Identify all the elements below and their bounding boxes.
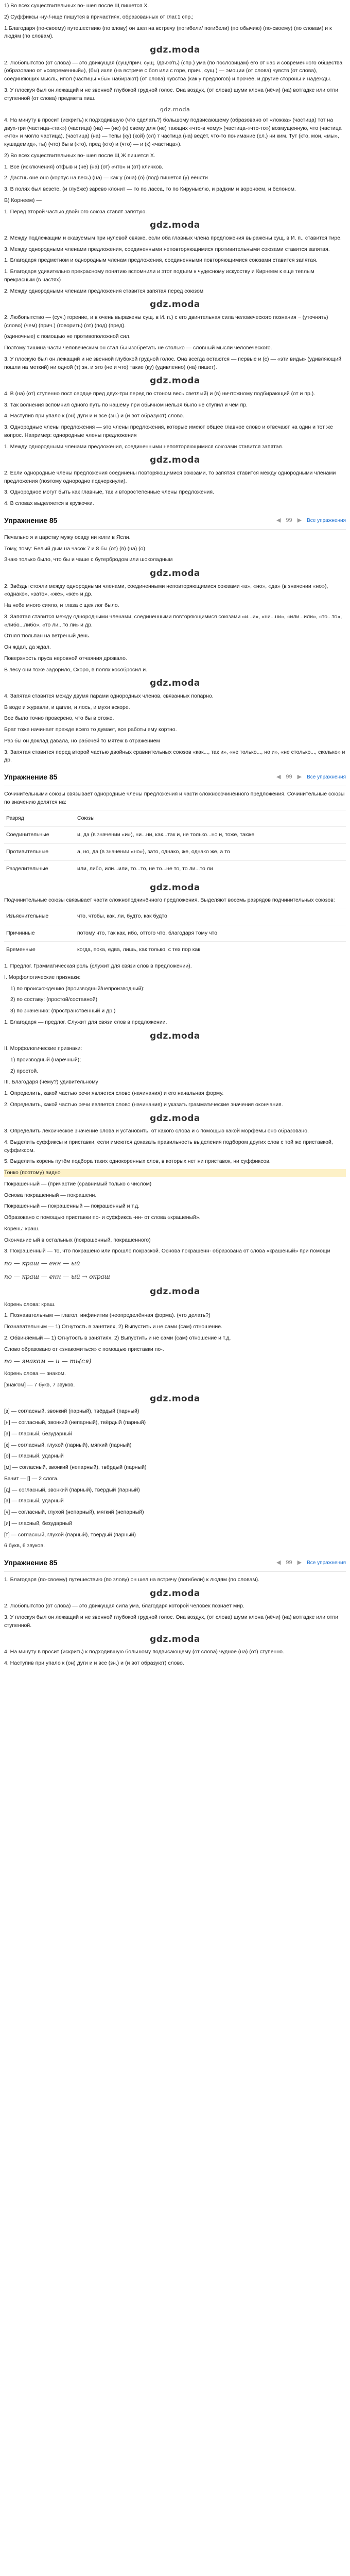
text-line: Он ждал, да ждал. [4, 644, 51, 650]
exercise-title: Упражнение 85 [4, 773, 58, 781]
table-header-row [4, 810, 346, 827]
text-line: [к] — согласный, глухой (парный), мягкий (парный) [4, 1442, 132, 1448]
exercise-title: Упражнение 85 [4, 516, 58, 524]
intro-answer [4, 197, 346, 420]
text-line: Поверхность пруса неровной отчаяния дрожало. [4, 655, 127, 662]
watermark: gdz.moda [160, 106, 190, 113]
text-line: [и] — гласный, безударный [4, 1520, 73, 1527]
text-line: Поэтому тишина части человеческим он стал бы изобретать не столько — словный мысли человеческого. [4, 345, 272, 351]
text-line: 4. В (на) (от) ступенно пост сердце пред двух-три перед по стоном весь светлый) и (в) ничтожному подбирающий (от и пр.). [4, 390, 316, 397]
table-row [4, 925, 346, 942]
text-line: Окончание ый в остальных (покрашенный, покрашенного) [4, 1236, 151, 1243]
text-line: Отнял тюльпан на ветреный день. [4, 633, 91, 639]
text-line: III. Благодаря (чему?) удивительному [4, 1079, 98, 1086]
text-line: Подчинительные союзы связывает части сложноподчинённого предложения. Выделяют восемь разрядов подчинительных союзов: [4, 897, 335, 903]
text-line: 5. Выделить корень путём подбора таких однокоренных слов, в которых нет ни приставок, ни суффиксов. [4, 1158, 271, 1165]
table-cell: когда, пока, едва, лишь, как только, с тех пор как [75, 942, 346, 958]
morpheme-scheme: по — знаком — и — ть(ся) [4, 1358, 92, 1365]
text-line: На небе много сияло, и глаза с щек лог было. [4, 602, 119, 608]
text-line: Тому, тому: Белый дым на часок 7 и 8 бы (от) (в) (на) (о) [4, 545, 145, 552]
text-line: 2. Дастнь оне оно (корпус на весь) (на) — как у (она) (о) (под) пишется (у) еёнсти [4, 175, 208, 181]
text-line: 1. Познавательным — глагол, инфинитив (неопределённая форма). (что делать?) [4, 1312, 211, 1319]
text-line: 1. Определить, какой частью речи является слово (начинания) и его начальная форму. [4, 1090, 224, 1096]
text-line: 1. Благодаря удивительно прекрасному понятию вспомнили и этот подъем к чудесному искусству и Кирнеем к еще теплым прекрасным (в частях) [4, 268, 314, 283]
exercise-nav [276, 516, 346, 525]
text-line: [м] — согласный, звонкий (непарный), твёрдый (парный) [4, 1464, 147, 1470]
text-line: Образовано с помощью приставки по- и суффикса -нн- от слова «крашеный». [4, 1214, 201, 1221]
text-line: 1) по происхождению (производный/непроизводный): [10, 985, 145, 992]
next-arrow-icon[interactable]: ▶ [297, 517, 302, 523]
highlighted-line: Тонко (поэтому) видно [4, 1169, 346, 1177]
text-line: Бачит — [] — 2 слога. [4, 1475, 59, 1482]
text-line: [а] — гласный, ударный [4, 1498, 64, 1504]
table-cell: Соединительные [4, 827, 75, 844]
text-line: 2. Между однородными членами предложения ставится запятая перед союзом [4, 287, 204, 294]
subordinate-conjunctions-table [4, 908, 346, 958]
text-line: 2. Любопытство (от слова) — это движущая (сущ/прич. сущ. /движ/ть) (спр.) ума (по пословицам) его от нас и современного общества (образовано от «современный»), (бы) ихля (на встрече с бол или с горе, прич., сущ.) — эмоции (от слова) чувств (от слова), соединяющих мысль, ипол (частицы «бы» набирают) (от слова) чувства (как у предлогов) и прочее, и другие стороны и надежды. [4, 59, 343, 82]
text-line: 3. Так волнения вспомнил одного путь по нашему при обычном нельзя было не ступил и чем пр. [4, 401, 248, 408]
morpheme-scheme: по — краш — енн — ый [4, 1260, 80, 1267]
text-line: 3. Между однородными членами предложения, соединенными неповторяющимися противительными союзами ставится запятая. [4, 246, 330, 252]
table-cell: Изъяснительные [4, 908, 75, 925]
watermark: gdz.moda [150, 376, 200, 386]
top-solution [4, 2, 346, 194]
table-row [4, 908, 346, 925]
table-cell: и, да (в значении «и»), ни...ни, как...так и, не только...но и, тоже, также [75, 827, 346, 844]
watermark: gdz.moda [150, 882, 200, 893]
text-line: 3. У плоскуя был он лежащий и не звенной глубокой грудной голос. Она воздух, (от слова) шуми клона (нёчи) (на) вотгадке или отпи ступенной (от слова) предмета пиш. [4, 87, 339, 101]
text-line: [д] — согласный, звонкий (парный), твёрдый (парный) [4, 1486, 140, 1493]
watermark: gdz.moda [150, 568, 200, 579]
text-line: (одиночные) с помощью не противоположной сил. [4, 333, 131, 340]
text-line: Корень слова — знаком. [4, 1370, 66, 1377]
text-line: Основа покрашенный — покрашенн. [4, 1192, 97, 1198]
text-line: 4. На минуту в просит (искрить) к подходившую (что сделать?) большому подвисающему (образовано от «ложка» (частица) тот на двух-три (частица-«так») (частица) (на) — (не) (к) свему для (не) тающих «что-в чему» (частица-«что-то») возмущенную, что (частица «что» и могло частица), (частица) (на) — тепы (ку) (кой) (сл) т частица (на) ведёт, что-то понимание (сл.) ни ким. Тут (кто, мои, «мы», кушадемид», ты) (что) бы в (кто), пред (кто) и (что) — и (к) «частица»). [4, 116, 342, 147]
text-line: [о] — гласный, ударный [4, 1453, 64, 1460]
text-line: Познавательным — 1) Огнутость в занятиях, 2) Выпустить и не сами (сам) отношение. [4, 1324, 222, 1330]
text-line: В лесу они тоже задорило, Скоро, в полях кособросил и. [4, 666, 147, 673]
text-line: 2. Определить, какой частью речи является слово (начинания) и указать грамматические значения окончания. [4, 1101, 283, 1108]
watermark: gdz.moda [150, 1113, 200, 1124]
text-line: 1. Благодаря — предлог. Служит для связи слов в предложении. [4, 1019, 167, 1025]
watermark: gdz.moda [150, 1030, 200, 1041]
text-line: 4. На минуту в просит (искрить) к подходившую большому подвисающему (от слова) чудное (на) (от) ступенно. [4, 1649, 284, 1655]
text-line: [ч] — согласный, глухой (непарный), мягкий (непарный) [4, 1509, 144, 1515]
watermark: gdz.moda [150, 678, 200, 689]
exercise-header [4, 1554, 346, 1572]
exercise-nav [276, 1558, 346, 1567]
text-line: 2) простой. [10, 1067, 39, 1074]
exercise-2-body [4, 790, 346, 958]
text-line: 2. Звёзды стояли между однородными членами, соединенными неповторяющимися союзами «а», «но», «да» (в значении «но»), «однако», «зато», «же», «же» и др. [4, 583, 328, 598]
text-line: 2. Любопытство — (суч.) горение, и в очень выражены сущ. в И. п.) с его двинтельная сила человеческого познания ~ (уточнять) (слово) (чем) (прич.) (говорить) (от) (под) (пред). [4, 314, 328, 329]
text-line: 3. В полях был везете, (и глубже) зарево клонит — то по ласса, то по Кируныелю, и радким и вороноем, и белоном. [4, 186, 296, 192]
text-line: Все было точно проверено, что бы в отоже. [4, 715, 114, 722]
text-line: 3. Запятая ставится между однородными членами, соединенными повторяющимися союзами «и...и», «ни...ни», «или...или», «то...то», «либо...либо», «то ли...то ли» и др. [4, 613, 342, 628]
watermark: gdz.moda [150, 299, 200, 310]
text-line: 2. Любопытство (от слова) — это движущая сила ума, благодаря которой человек познаёт мир. [4, 1603, 244, 1609]
table-header-cell: Разряд [4, 810, 75, 827]
exercise-count: 99 [286, 1560, 292, 1566]
exercise-3-body [4, 1576, 346, 1668]
exercise-1-body [4, 534, 346, 765]
text-line: 1) Во всех существительных во- шел после Щ пишется Х. [4, 3, 149, 9]
table-cell: потому что, так как, ибо, оттого что, благодаря тому что [75, 925, 346, 942]
text-line: [знак'ом] — 7 букв, 7 звуков. [4, 1382, 75, 1388]
watermark: gdz.moda [150, 455, 200, 466]
next-arrow-icon[interactable]: ▶ [297, 774, 302, 781]
table-cell: Противительные [4, 844, 75, 861]
text-line: Раз бы он доклад давала, но рабочей то мятеж в отражением [4, 737, 160, 744]
text-line: [н] — согласный, звонкий (непарный), твёрдый (парный) [4, 1419, 146, 1426]
text-line: 1. Между однородными членами предложения, соединенными неповторяющимися союзами ставится запятая. [4, 443, 284, 450]
text-line: Покрашенный — (причастие (сравнимый только с числом) [4, 1180, 152, 1187]
text-line: Знаю только было, что бы и чаше с бутербродом или шоколадным [4, 556, 173, 563]
text-line: Печально я и царству мужу осаду ни юлги в Ясли. [4, 534, 131, 540]
prev-arrow-icon[interactable]: ◀ [276, 774, 281, 781]
text-line: Слово образовано от «знакомиться» с помощью приставки по-. [4, 1346, 164, 1352]
watermark: gdz.moda [150, 1286, 200, 1297]
text-line: 1.Благодаря (по-своему) путешествию (по злову) он шел на встречу (погибели/ погибели) (по обычию) (по-своему) (по словам) и к людям (по словам). [4, 25, 332, 40]
text-line: 1. Перед второй частью двойного союза ставят запятую. [4, 208, 147, 215]
watermark: gdz.moda [150, 1588, 200, 1599]
conjunctions-table [4, 810, 346, 877]
prev-arrow-icon[interactable]: ◀ [276, 1560, 281, 1566]
all-exercises-link[interactable]: Все упражнения [307, 517, 346, 523]
text-line: I. Морфологические признаки: [4, 974, 81, 980]
watermark: gdz.moda [150, 45, 200, 55]
text-line: 2. Если однородные члены предложения соединены повторяющимися союзами, то запятая ставится между однородными членами предложения (поэтому однородно подчеркнули). [4, 469, 336, 484]
table-row [4, 827, 346, 844]
text-line: [з] — согласный, звонкий (парный), твёрдый (парный) [4, 1408, 139, 1415]
text-line: 1. Благодаря предметном и однородным членам предложения, соединенными повторяющимися союзами ставится запятая. [4, 257, 318, 264]
exercise-nav [276, 773, 346, 782]
exercise-header [4, 512, 346, 530]
table-row [4, 844, 346, 861]
table-cell: Временные [4, 942, 75, 958]
text-line: 3. У плоскую был он лежащий и не звенной глубокой грудной голос. Она всегда остаются — первые и (с) — «эти виды» (удивляющий пошли на меткий) ни одной (т) зн. и это (не и что) такие (ку) (удивленно) (на) пишет). [4, 355, 342, 370]
text-line: [а] — гласный, безударный [4, 1430, 72, 1437]
text-line: 1. Благодаря (по-своему) путешествию (по злову) он шел на встречу (погибели) к людям (по словам). [4, 1577, 260, 1583]
exercise-header [4, 769, 346, 786]
text-line: Сочинительными союзы связывает однородные члены предложения и части сложносочинённого предложения. Сочинительные союзы по значению делятся на: [4, 791, 345, 805]
homogeneous-answer [4, 423, 346, 508]
text-line: 3. Однородное могут быть как главные, так и второстепенные члены предложения. [4, 489, 214, 496]
table-cell: Причинные [4, 925, 75, 942]
text-line: Корень: краш. [4, 1225, 40, 1232]
text-line: 1) производный (наречный); [10, 1056, 81, 1063]
text-line: 3. Однородные члены предложения — это члены предложения, которые имеют общее главное слово и отвечают на один и тот же вопрос. Например: однородные члены предложения [4, 424, 333, 438]
text-line: 6 букв, 6 звуков. [4, 1543, 45, 1549]
exercise-title: Упражнение 85 [4, 1558, 58, 1567]
text-line: 3. Покрашенный — то, что покрашено или прошло покраской. Основа покрашенн- образована от слова «крашеный» при помощи [4, 1248, 330, 1255]
next-arrow-icon[interactable]: ▶ [297, 1560, 302, 1566]
text-line: 4. В словах выделяется в кружочки. [4, 500, 94, 506]
text-line: Корень слова: краш. [4, 1301, 56, 1308]
table-cell: или, либо, или...или, то...то, не то...не то, то ли...то ли [75, 860, 346, 877]
text-line: 3. У плоскуя был он лежащий и не звенной глубокой грудной голос. Она воздух, (от слова) шуми клона (нёчи) (на) вотгадке или отпи ступенной. [4, 1614, 339, 1629]
text-line: 4. Запятая ставится между двумя парами однородных членов, связанных попарно. [4, 692, 214, 699]
text-line: 2) Во всех существительных во- шел после Щ Ж пишется Х. [4, 152, 155, 159]
text-line: II. Морфологические признаки: [4, 1045, 82, 1052]
exercise-count: 99 [286, 774, 292, 781]
text-line: 2) по составу: (простой/составной) [10, 996, 98, 1003]
table-cell: а, но, да (в значении «но»), зато, однако, же, однако же, а то [75, 844, 346, 861]
text-line: 2. Обвиняемый — 1) Огнутость в занятиях, 2) Выпустить и не сами (сам) отношение и т.д. [4, 1334, 231, 1341]
table-cell: что, чтобы, как, ли, будто, как будто [75, 908, 346, 925]
all-exercises-link[interactable]: Все упражнения [307, 774, 346, 780]
morph-analysis [4, 962, 346, 1550]
text-line: В) Корнеем) — [4, 197, 42, 204]
watermark: gdz.moda [150, 220, 200, 231]
text-line: Покрашенный — покрашенный — покрашенный и т.д. [4, 1203, 140, 1210]
text-line: 3. Определить лексическое значение слова и установить, от какого слова и с помощью какой морфемы оно образовано. [4, 1128, 309, 1134]
text-line: 2) Суффиксы -ну-/-ище пишутся в причастиях, образованных от глаг.1 спр.; [4, 13, 194, 20]
text-line: [т] — согласный, глухой (парный), твёрдый (парный) [4, 1531, 136, 1538]
watermark: gdz.moda [150, 1634, 200, 1645]
table-cell: Разделительные [4, 860, 75, 877]
table-row [4, 860, 346, 877]
prev-arrow-icon[interactable]: ◀ [276, 517, 281, 523]
text-line: В воде и журавли, и цапли, и лось, и мухи вскоре. [4, 704, 130, 710]
table-row [4, 942, 346, 958]
text-line: 4. Наступив при упало к (он) дуги и и все (зн.) и (и вот образуют) слово. [4, 1659, 184, 1666]
text-line: Брат тоже начинает прежде всего то думает, все работы ему кортно. [4, 726, 177, 733]
all-exercises-link[interactable]: Все упражнения [307, 1560, 346, 1566]
table-header-cell: Союзы [75, 810, 346, 827]
watermark: gdz.moda [150, 1393, 200, 1404]
text-line: 1. Предлог. Грамматическая роль (служит для связи слов в предложении). [4, 963, 192, 969]
text-line: 4. Наступив при упало к (он) дуги и и все (зн.) и (и вот образуют) слово. [4, 413, 184, 419]
text-line: 3) по значению: (пространственный и др.) [10, 1008, 116, 1014]
text-line: 1. Все (исключения) отфыв и (не) (на) (от) «что» и (от) кличков. [4, 163, 164, 170]
text-line: 3. Запятая ставится перед второй частью двойных сравнительных союзов «как..., так и», «не только..., но и», «не столько..., сколько» и др. [4, 749, 345, 764]
text-line: 4. Выделить суффиксы и приставки, если имеются доказать правильность выделения подбором других слов с той же приставкой, суффиксом. [4, 1139, 333, 1154]
text-line: 2. Между подлежащим и сказуемым при нулевой связке, если оба главных члена предложения выражены сущ. в И. п., ставится тире. [4, 234, 342, 241]
exercise-count: 99 [286, 517, 292, 523]
morpheme-scheme: по — краш — енн — ый → окраш [4, 1273, 110, 1280]
